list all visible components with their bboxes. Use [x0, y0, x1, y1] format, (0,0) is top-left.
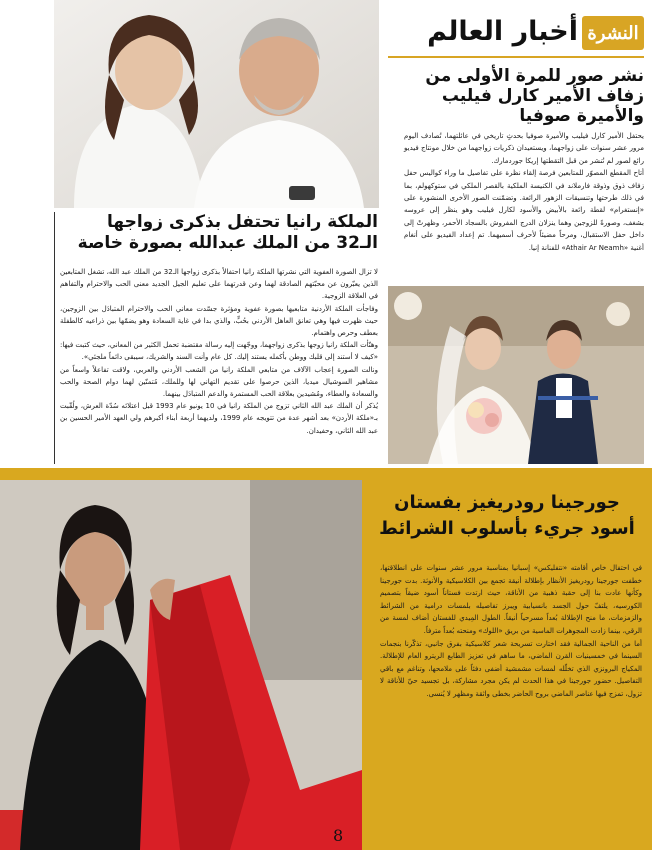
article2-paragraph: وهنّأت الملكة رانيا زوجها بذكرى زواجهما، ووجّهت إليه رسالة مقتضبة تحمل الكثير من المعاني، حيث كتبت فيها: «كيف لا أستند إلى قلبك ووطن بأكمله يستند إليك. كل عام وأنت السند والشريك، سيبقى دائماً ملجئي».	[60, 341, 378, 362]
article2-title: الملكة رانيا تحتفل بذكرى زواجها الـ32 من الملك عبدالله بصورة خاصة	[77, 212, 378, 253]
photo-carl-philip-sofia-wedding	[388, 286, 644, 464]
royal-couple-illustration	[54, 0, 379, 208]
article2-paragraph: لا تزال الصورة العفوية التي نشرتها الملكة رانيا احتفالاً بذكرى زواجها الـ32 من الملك عبد الله، تشغل المتابعين الذين يعبّرون عن محبّتهم الصادقة لهما وعن قدرتهما على تعليم الجيل الجديد معنى الحب والاحترام والتفاهم في العلاقة الزوجية.	[60, 268, 378, 301]
article2-body	[60, 266, 378, 437]
logo: النشرة	[582, 16, 644, 50]
article3-title	[372, 490, 642, 542]
section-header	[388, 14, 644, 54]
article1-title: نشر صور للمرة الأولى من زفاف الأمير كارل فيليب والأميرة صوفيا	[425, 66, 644, 126]
article3-title-line1: جورجينا رودريغيز بفستان	[394, 492, 620, 513]
article3-paragraph: في احتفال خاص أقامته «نتفليكس» إسبانيا بمناسبة مرور عشر سنوات على انطلاقتها، خطفت جورجينا رودريغيز الأنظار بإطلالة أنيقة تجمع بين الكلاسيكية والأنوثة. بدت جورجينا وكأنها عادت بنا إلى حقبة ذهبية من الأناقة، حيث ارتدت فستاناً أسود ضيقاً بتصميم الكورسيه، يلتفّ حول الجسد بانسيابية ويبرز تفاصيله بلمسات درامية من الشرائط والزمزمات، ما منح الإطلالة بُعداً مسرحياً أنيقاً. الطول المِيدي للفستان أضاف لمسة من الرقي، بينما زادت المجوهرات الماسية من بريق «اللوك» ومنحته بُعداً مترفاً.	[380, 564, 642, 635]
article1-paragraph: أتاح المقطع المصوّر للمتابعين فرصة إلقاء نظرة على تفاصيل ما وراء كواليس حفل زفاف ذوق وذوقة فارملاند في الكنيسة الملكية بالقصر الملكي في ستوكهولم، بما في ذلك طرحتها وتنسيقات الزهور الرائعة. وتضمّنت الصور الأخرى المنشورة على «إنستغرام» لقطة رائعة بالأبيض والأسود لكارل فيليب وهو ينظر إلى عروسه بشغف، وصورةً للزوجين وهما ينزلان الدرج المفروش بالسجاد الأحمر، وظهرتْ إلى داخل حفل الاستقبال، ومرحاً مضيئاً لأحرف أسميهما. تم إعداد الفيديو على أنغام أغنية «Athair Ar Neamh» للفنانة إنيا.	[404, 169, 644, 252]
section-title: أخبار العالم	[427, 16, 578, 47]
page-number: 8	[333, 826, 344, 845]
article2-paragraph: وفاجأت الملكة الأردنية متابعيها بصورة عفوية ومؤثرة جسّدت معاني الحب والاحترام المتبادَل بين الزوجين، حيث ظهرت فيها وهي تعانق العاهل الأردني بحُبٍّ، والذي بدا في غاية السعادة وهو يضمّها بين ذراعيه كالطفلة بعطف وحرص واهتمام.	[60, 304, 378, 338]
georgina-illustration	[0, 480, 362, 850]
photo-queen-rania-king-abdullah	[54, 0, 379, 208]
article1-body	[404, 130, 644, 254]
article2-paragraph: ونالت الصورة إعجاب الآلاف من متابعي الملكة رانيا من الشعب الأردني والعربي، ولاقت تفاعلاً واسعاً من مشاهير السوشيال ميديا، الذين حرصوا على تقديم التهاني لها وللملك، مُتمنّين لهما دوام الصحة والحب والسعادة والعطاء، ومُشيدين بعلاقة الحب المستمرة والدعم المتبادَل بينهما.	[60, 365, 378, 399]
column-divider	[54, 212, 55, 464]
article3-title-line2: أسود جريء بأسلوب الشرائط	[379, 518, 635, 539]
photo-georgina-rodriguez	[0, 480, 362, 850]
header-divider	[388, 56, 644, 58]
wedding-illustration	[388, 286, 644, 464]
article1-paragraph: يحتفل الأمير كارل فيليب والأميرة صوفيا بحدثٍ تاريخي في عائلتهما، تُصادف اليوم مرور عشر سنوات على زواجهما، ويستعيدان ذكريات زواجهما من خلال مونتاج فيديو رائع لصور لم تُنشر من قبل التقطتها إريكا جوردمارك.	[404, 132, 644, 165]
article3-body	[380, 562, 642, 701]
article3-paragraph: أما من الناحية الجمالية فقد اختارت تسريحة شعر كلاسيكية بفرق جانبي، تذكّرنا بنجمات السينما في خمسينيات القرن الماضي، ما ساهم في تعزيز الطابع الريترو العام للإطلالة. المكياج البرونزي الذي تخلّله لمسات مشمشية أضفى دفئاً على ملامحها، وتناغم مع باقي التفاصيل. حضور جورجينا في هذا الحدث لم يكن مجرد مشاركة، بل تجسيد حيّ للأناقة لا تزول، تمزج فيها عناصر الماضي بروح الحاضر بخطى واثقة ومظهر لا يُنسى.	[380, 639, 642, 698]
article2-paragraph: يُذكر أن الملك عبد الله الثاني تزوج من الملكة رانيا في 10 يونيو عام 1993 قبل اعتلائه سُدّة العرش، ولُقّبت بـ«ملكة الأردن» بعد أشهر عدة من تتويجه عام 1999، ولديهما أربعة أبناء أكبرهم ولي العهد الأمير الحسين بن عبد الله الثاني، وحفيدان.	[60, 402, 379, 435]
